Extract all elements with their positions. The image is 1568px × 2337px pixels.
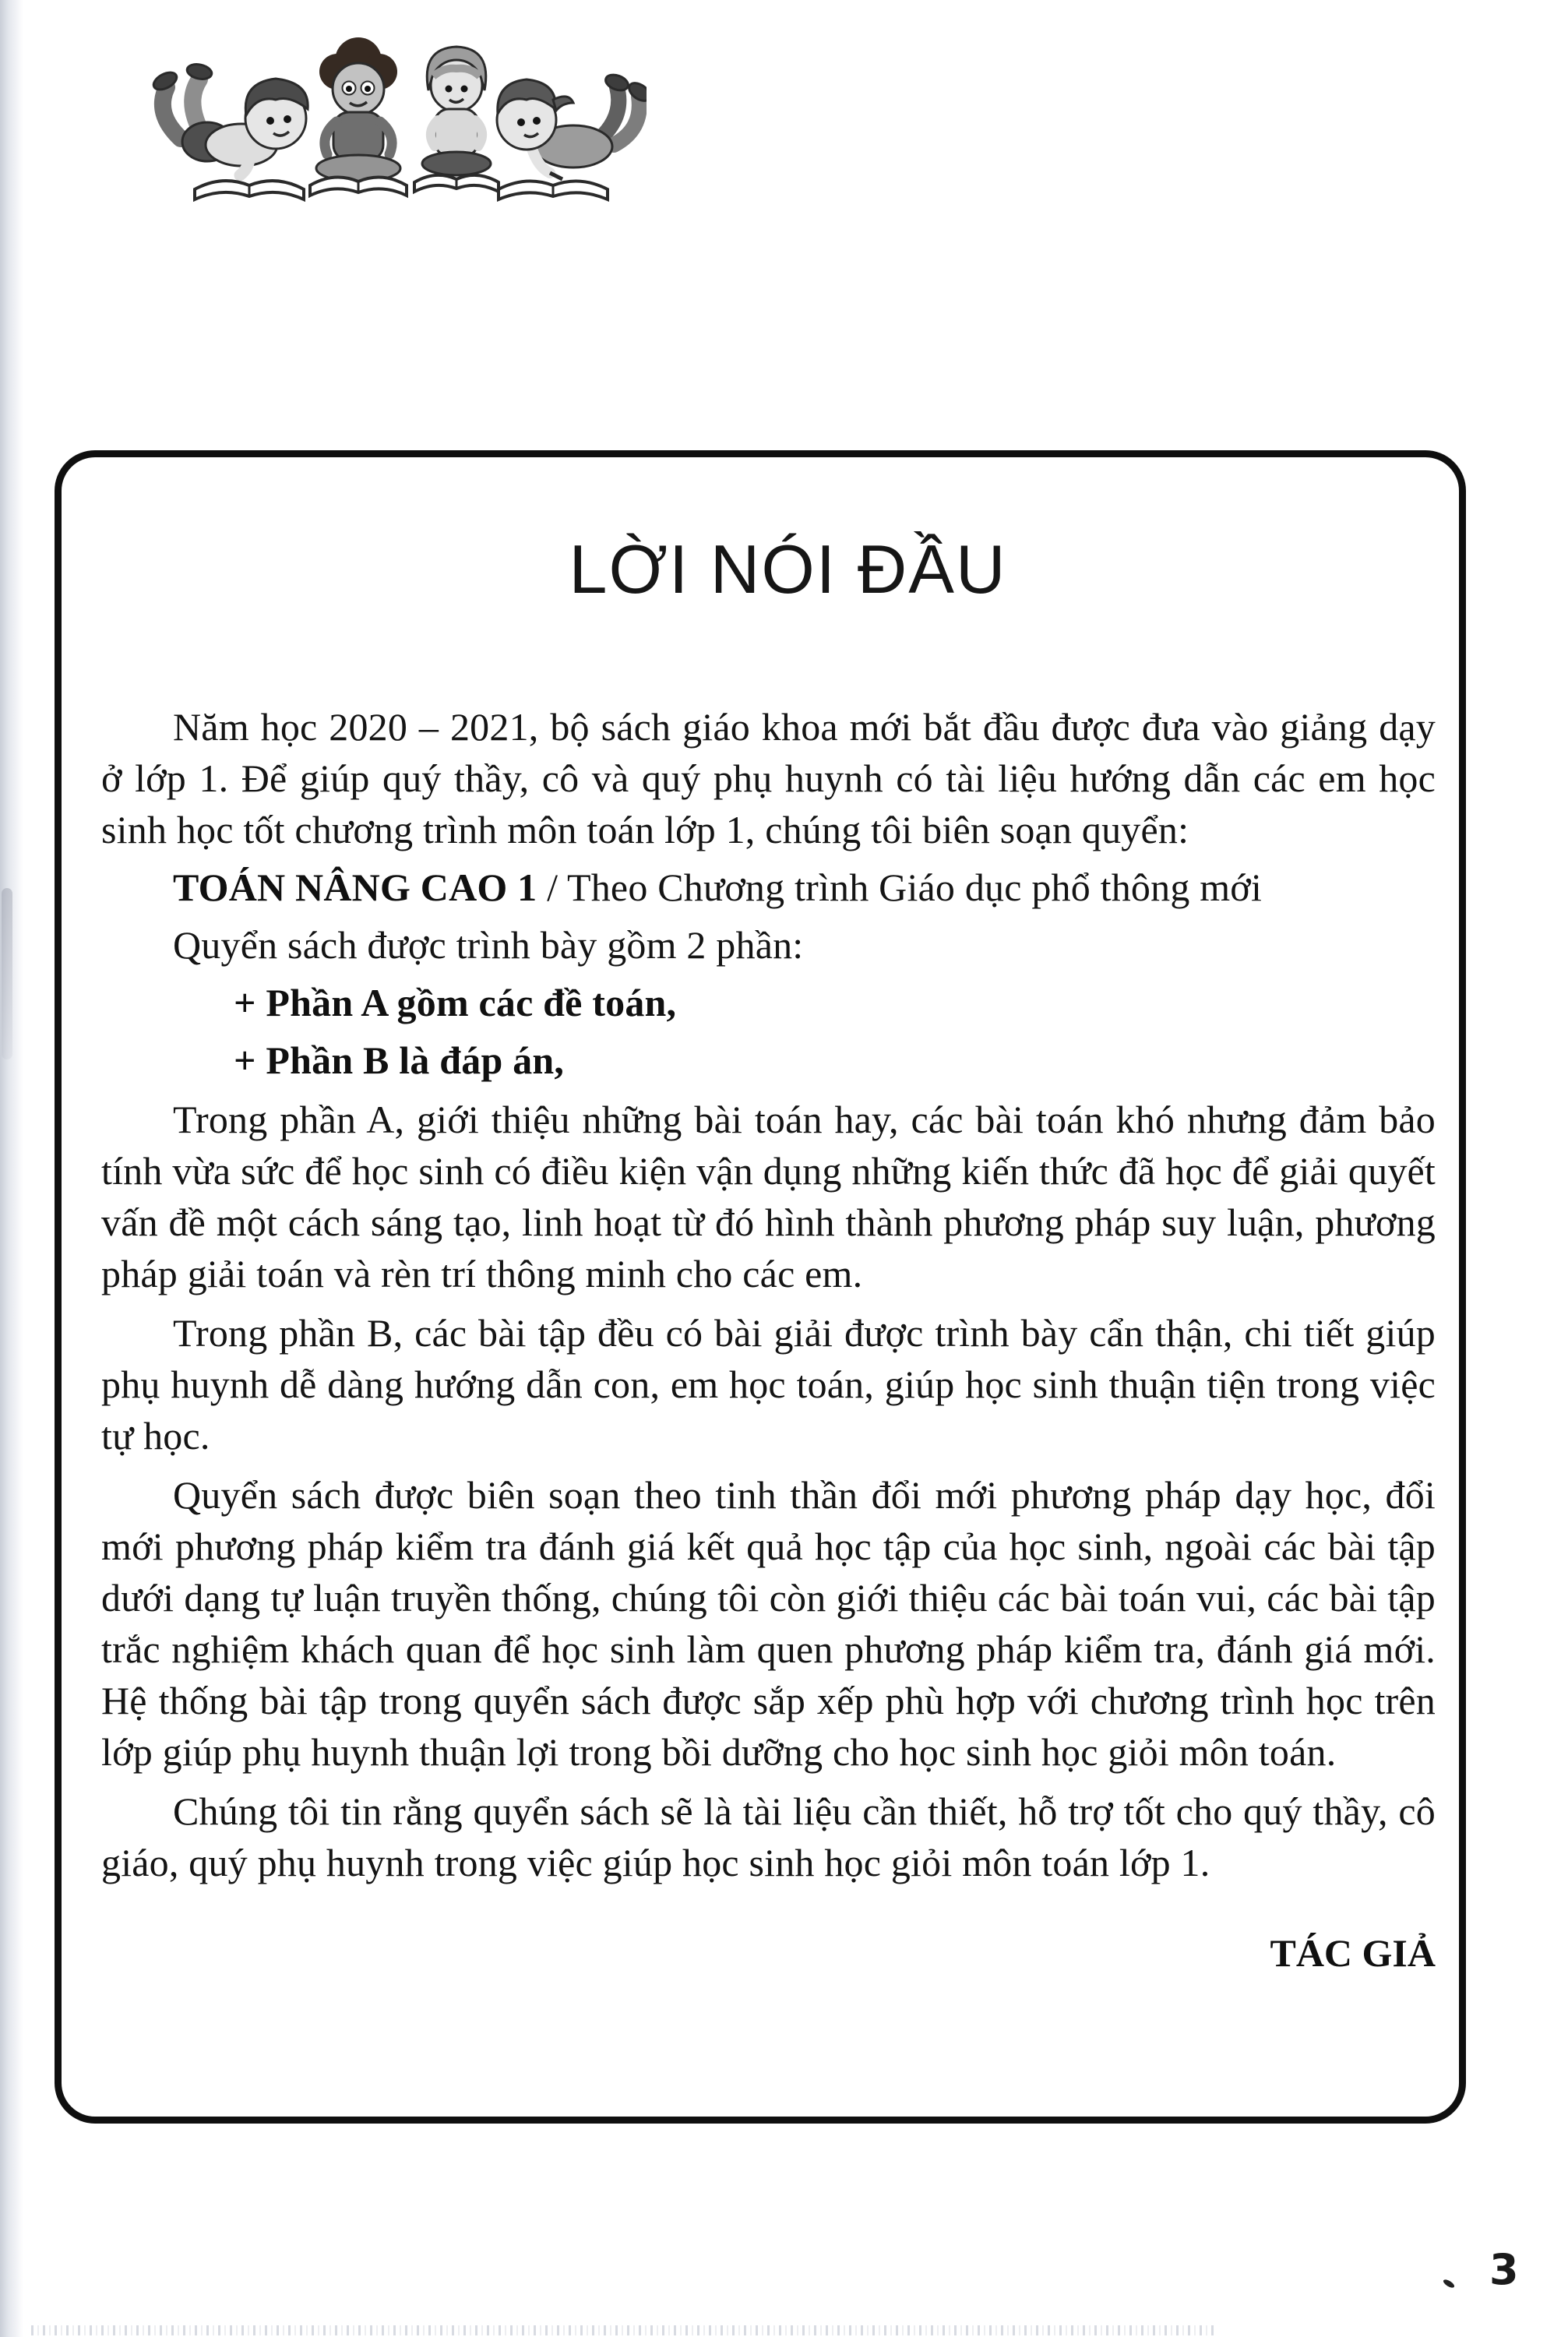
open-book-icon xyxy=(310,178,407,196)
child-lying-right xyxy=(497,72,647,179)
scan-edge-bottom xyxy=(31,2325,1215,2335)
child-lying-left xyxy=(151,62,308,175)
page-title: LỜI NÓI ĐẦU xyxy=(569,530,1007,608)
child-sitting-boy xyxy=(316,37,400,182)
open-book-icon xyxy=(195,181,304,199)
paragraph-intro: Năm học 2020 – 2021, bộ sách giáo khoa mới bắt đầu được đưa vào giảng dạy ở lớp 1. Để giúp quý thầy, cô và quý phụ huynh có tài liệu hướng dẫn các em học sinh học tốt chương trình môn toán lớp 1, chúng tôi biên soạn quyển: xyxy=(101,705,1436,851)
list-item-part-b: + Phần B là đáp án, xyxy=(234,1038,565,1082)
children-reading-illustration xyxy=(132,22,647,209)
paragraph-closing: Chúng tôi tin rằng quyển sách sẽ là tài liệu cần thiết, hỗ trợ tốt cho quý thầy, cô giáo, quý phụ huynh trong việc giúp học sinh học giỏi môn toán lớp 1. xyxy=(101,1789,1436,1884)
list-item-part-a: + Phần A gồm các đề toán, xyxy=(234,981,677,1024)
open-book-icon xyxy=(499,182,608,199)
open-book-icon xyxy=(414,175,499,192)
child-sitting-girl xyxy=(422,47,491,175)
paragraph-book-title xyxy=(101,862,1436,913)
children-reading-svg xyxy=(132,22,647,209)
scan-edge-left xyxy=(0,0,23,2337)
author-signature: TÁC GIẢ xyxy=(1270,1931,1436,1975)
book-title-bold: TOÁN NÂNG CAO 1 xyxy=(173,865,537,909)
page-number: 3 xyxy=(1489,2245,1519,2294)
paragraph-part-b: Trong phần B, các bài tập đều có bài giải được trình bày cẩn thận, chi tiết giúp phụ huynh dễ dàng hướng dẫn con, em học toán, giúp học sinh thuận tiện trong việc tự học. xyxy=(101,1311,1436,1458)
paragraph-structure: Quyển sách được trình bày gồm 2 phần: xyxy=(173,923,804,967)
paragraph-method: Quyển sách được biên soạn theo tinh thần đổi mới phương pháp dạy học, đổi mới phương pháp kiểm tra đánh giá kết quả học tập của học sinh, ngoài các bài tập dưới dạng tự luận truyền thống, chúng tôi còn giới thiệu các bài toán vui, các bài tập trắc nghiệm khách quan để học sinh làm quen phương pháp kiểm tra, đánh giá mới. Hệ thống bài tập trong quyển sách được sắp xếp phù hợp với chương trình học trên lớp giúp phụ huynh thuận lợi trong bồi dưỡng cho học sinh học giỏi môn toán. xyxy=(101,1473,1436,1774)
book-title-rest: / Theo Chương trình Giáo dục phổ thông mới xyxy=(537,865,1263,909)
paragraph-part-a: Trong phần A, giới thiệu những bài toán hay, các bài toán khó nhưng đảm bảo tính vừa sức để học sinh có điều kiện vận dụng những kiến thức đã học để giải quyết vấn đề một cách sáng tạo, linh hoạt từ đó hình thành phương pháp suy luận, phương pháp giải toán và rèn trí thông minh cho các em. xyxy=(101,1098,1436,1295)
foreword-box xyxy=(55,450,1466,2124)
ink-speck xyxy=(1442,2278,1455,2289)
scan-smudge xyxy=(2,888,12,1059)
